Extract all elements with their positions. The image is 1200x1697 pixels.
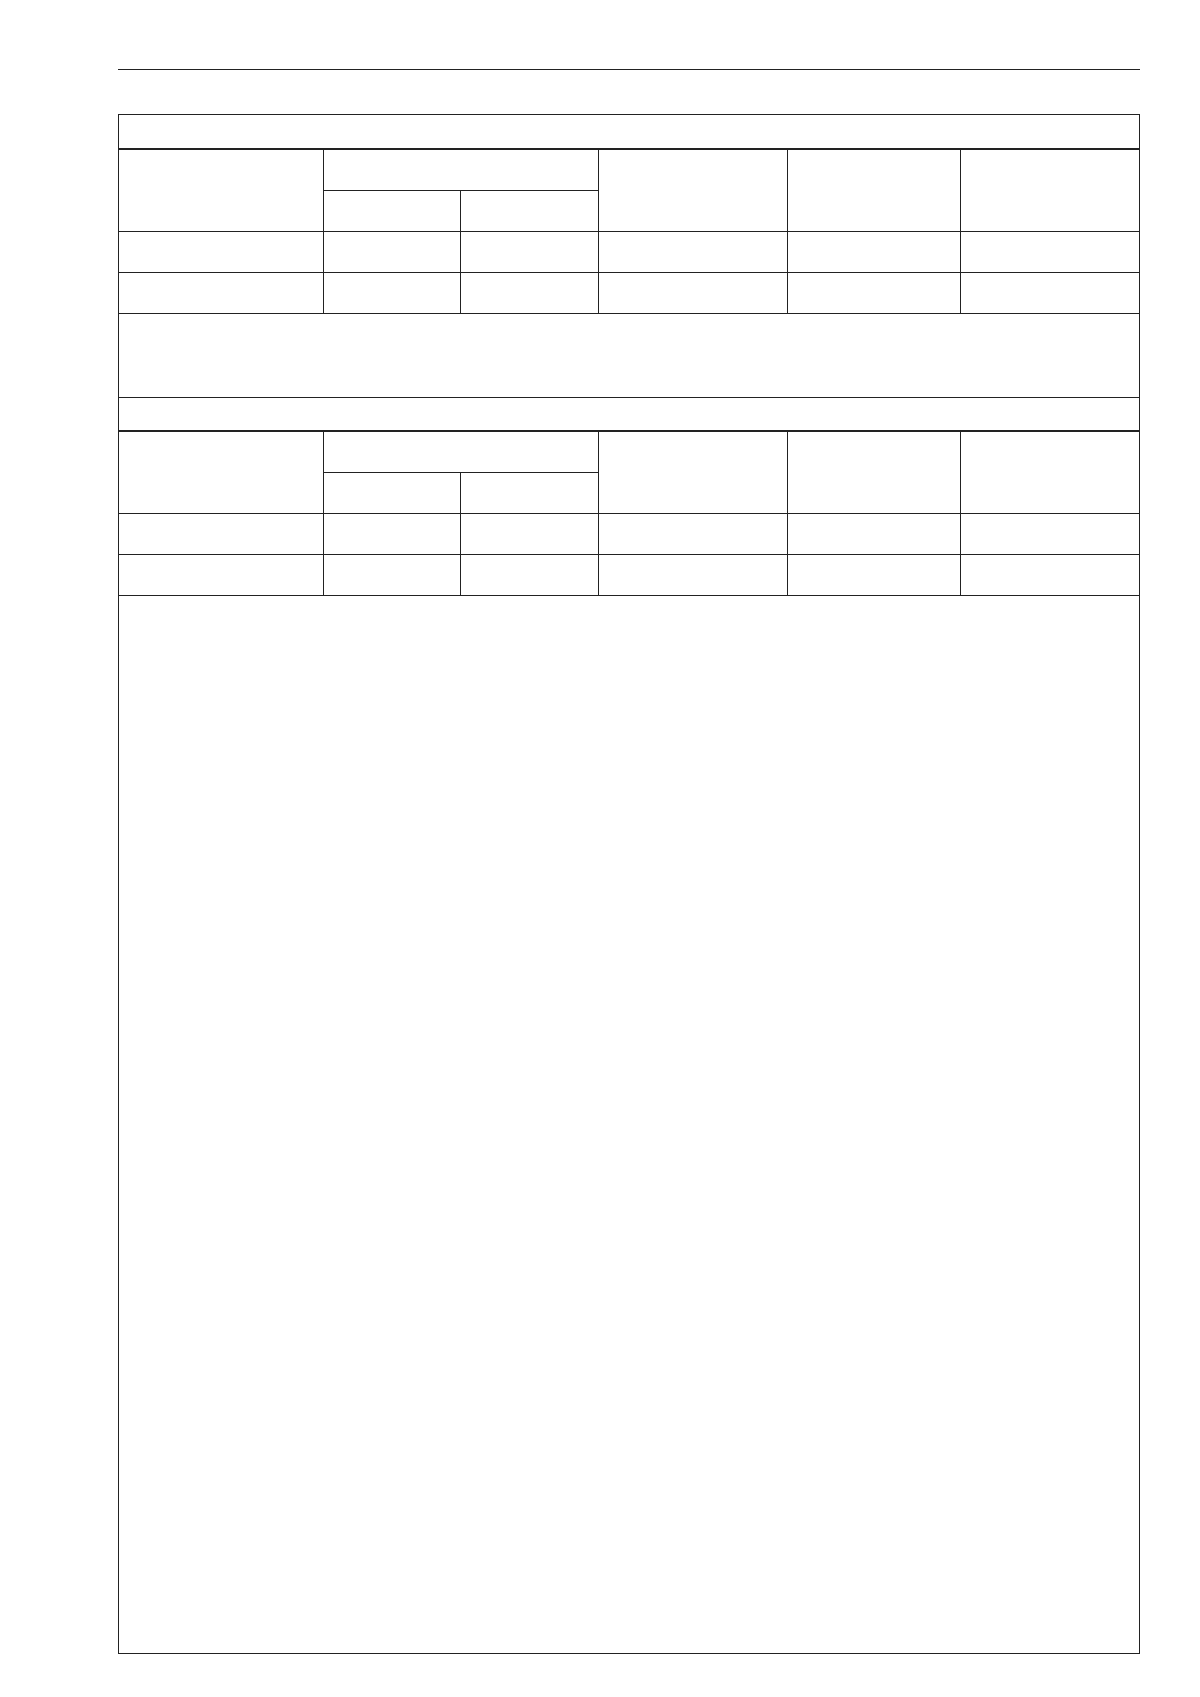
section-a-header-row <box>119 150 1139 191</box>
section-a-col-2-header <box>323 150 598 191</box>
section-b-col-2-header <box>323 432 598 473</box>
section-a-subcol-2 <box>461 191 599 232</box>
section-a-col-4-header <box>598 150 787 232</box>
section-b-col-6-header <box>960 432 1139 514</box>
section-b-col-1-header <box>119 432 323 514</box>
section-b-cell-5 <box>787 555 960 596</box>
section-b-cell-3 <box>461 555 599 596</box>
section-b-colnum-3 <box>461 514 599 555</box>
section-b-data-row <box>119 555 1139 596</box>
section-a-table <box>119 149 1139 314</box>
section-b-cell-1 <box>119 555 323 596</box>
section-a-cell-3 <box>461 273 599 314</box>
blank-frame-area <box>119 681 1139 1653</box>
section-b-cell-2 <box>323 555 461 596</box>
section-b-col-5-header <box>787 432 960 514</box>
section-b-colnum-1 <box>119 514 323 555</box>
section-a-colnum-2 <box>323 232 461 273</box>
section-a-colnum-4 <box>598 232 787 273</box>
section-b-colnum-2 <box>323 514 461 555</box>
section-b-title <box>119 397 1139 431</box>
section-a-cell-1 <box>119 273 323 314</box>
section-a-cell-2 <box>323 273 461 314</box>
section-b-subcol-2 <box>461 473 599 514</box>
section-a-cell-6 <box>960 273 1139 314</box>
section-a-colnum-5 <box>787 232 960 273</box>
section-a-cell-5 <box>787 273 960 314</box>
section-a-cell-4 <box>598 273 787 314</box>
section-b-header-row <box>119 432 1139 473</box>
section-b-cell-4 <box>598 555 787 596</box>
section-a-data-row <box>119 273 1139 314</box>
section-b-cell-6 <box>960 555 1139 596</box>
section-b-colnum-6 <box>960 514 1139 555</box>
section-b-table <box>119 431 1139 596</box>
section-a-subcol-1 <box>323 191 461 232</box>
section-b-subcol-1 <box>323 473 461 514</box>
section-a-col-6-header <box>960 150 1139 232</box>
section-a-title <box>119 115 1139 149</box>
section-b <box>119 397 1139 596</box>
section-b-colnum-5 <box>787 514 960 555</box>
section-b-col-4-header <box>598 432 787 514</box>
section-b-colnum-4 <box>598 514 787 555</box>
header-rule <box>118 69 1140 70</box>
section-b-column-numbers <box>119 514 1139 555</box>
section-a-col-1-header <box>119 150 323 232</box>
section-a-colnum-1 <box>119 232 323 273</box>
document-frame <box>118 114 1140 1654</box>
section-a-colnum-6 <box>960 232 1139 273</box>
section-a <box>119 115 1139 314</box>
section-a-column-numbers <box>119 232 1139 273</box>
section-a-colnum-3 <box>461 232 599 273</box>
section-a-col-5-header <box>787 150 960 232</box>
